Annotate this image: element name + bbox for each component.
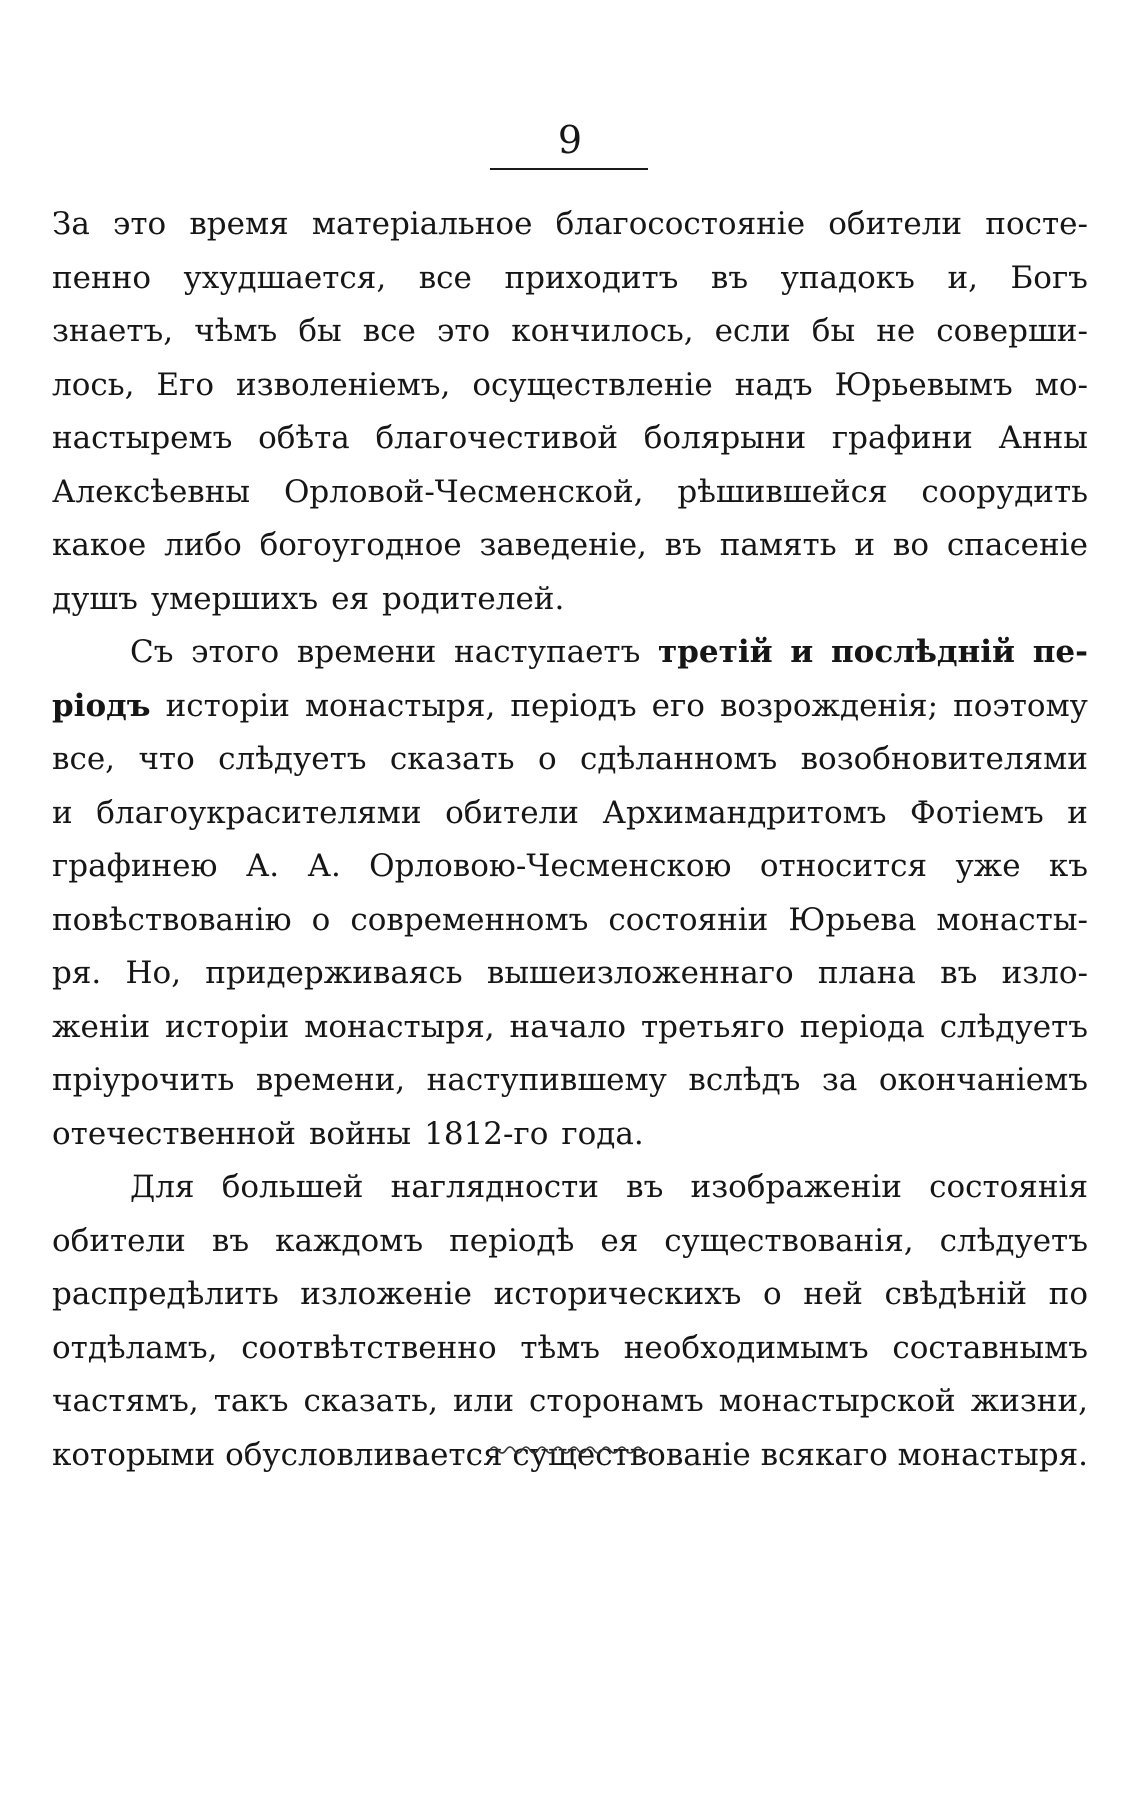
word: Архимандритомъ	[602, 794, 887, 831]
word: и	[1067, 794, 1088, 831]
text-line	[52, 1001, 1088, 1055]
word: это	[436, 313, 491, 349]
word: лось,	[52, 366, 135, 403]
word: что	[138, 741, 195, 777]
word: обѣта	[258, 420, 350, 456]
text-line	[52, 787, 1088, 841]
word: слѣдуетъ	[939, 1008, 1088, 1045]
word: ней	[803, 1276, 863, 1312]
word: бы	[298, 313, 342, 349]
text-line	[52, 733, 1088, 787]
word: изволеніемъ,	[236, 366, 451, 403]
word: женіи	[52, 1008, 151, 1045]
text-line	[52, 198, 1088, 252]
word: соорудить	[921, 473, 1088, 510]
word: обители	[828, 206, 963, 242]
word: года.	[561, 1115, 644, 1152]
word: соверши-	[936, 313, 1088, 349]
word: о	[763, 1276, 782, 1312]
word: во	[892, 527, 929, 563]
bold-term: послѣдній	[830, 634, 1015, 670]
word: о	[537, 741, 557, 777]
word: Юрьевымъ	[834, 366, 1013, 403]
word: ея	[331, 580, 370, 617]
word: жизни,	[970, 1383, 1088, 1419]
word: благочестивой	[375, 420, 619, 456]
word: благосостояніе	[555, 206, 806, 242]
text-line	[52, 840, 1088, 894]
word: обители	[445, 794, 579, 831]
word: Алексѣевны	[52, 473, 251, 510]
word: возрожденія;	[719, 687, 939, 724]
word: за	[821, 1062, 858, 1098]
word: вышеизложеннаго	[486, 955, 794, 991]
word: душъ	[52, 580, 138, 617]
word: періода	[799, 1008, 925, 1045]
word: Его	[156, 366, 214, 403]
word: исторіи	[165, 687, 290, 724]
text-line	[52, 1054, 1088, 1108]
word: вслѣдъ	[688, 1062, 801, 1098]
word: пріурочить	[52, 1062, 235, 1098]
word: современномъ	[350, 901, 589, 938]
word: каждомъ	[275, 1222, 424, 1259]
word: Анны	[998, 420, 1088, 456]
word: благоукрасителями	[96, 794, 422, 831]
paragraph	[52, 1161, 1088, 1482]
word: Орловой-Чесменской,	[283, 473, 644, 510]
word: Фотіемъ	[910, 794, 1044, 831]
word: знаетъ,	[52, 313, 174, 349]
word: изло-	[1001, 955, 1088, 991]
word: заведеніе,	[479, 527, 647, 563]
text-line	[52, 305, 1088, 359]
paragraph	[52, 198, 1088, 626]
word: ря.	[52, 955, 102, 991]
word: наглядности	[390, 1169, 599, 1205]
word: частямъ,	[52, 1383, 199, 1419]
word: къ	[1048, 848, 1088, 884]
word: спасеніе	[946, 527, 1088, 563]
word: Богъ	[1010, 259, 1088, 296]
word: наступившему	[426, 1062, 667, 1098]
word: рѣшившейся	[677, 473, 888, 510]
word: 1812-го	[424, 1115, 549, 1152]
word: монасты-	[936, 901, 1088, 938]
word: историческихъ	[493, 1276, 742, 1312]
word: надъ	[734, 366, 813, 403]
word: въ	[940, 955, 978, 991]
word: Орловою-Чесменскою	[369, 848, 732, 884]
word: наступаетъ	[454, 634, 641, 670]
word: и,	[947, 259, 978, 296]
bold-term: ріодъ	[52, 687, 151, 724]
word: мо-	[1034, 366, 1088, 403]
word: упадокъ	[780, 259, 915, 296]
word: необходимымъ	[623, 1329, 869, 1366]
word: придерживаясь	[205, 955, 463, 991]
word: Для	[130, 1169, 195, 1205]
word: его	[651, 687, 705, 724]
word: изображеніи	[690, 1169, 902, 1205]
word: изложеніе	[300, 1276, 473, 1312]
word: существованія,	[664, 1222, 914, 1259]
word: монастыря,	[304, 1008, 495, 1045]
word: окончаніемъ	[878, 1062, 1088, 1098]
text-line	[52, 1322, 1088, 1376]
word: плана	[817, 955, 916, 991]
word: если	[714, 313, 791, 349]
word: періодѣ	[449, 1222, 575, 1259]
word: осуществленіе	[472, 366, 713, 403]
word: относится	[759, 848, 928, 884]
word: все,	[52, 741, 116, 777]
body-text	[52, 198, 1088, 1482]
word: сторонамъ	[529, 1383, 704, 1419]
word: умершихъ	[150, 580, 319, 617]
word: времени	[296, 634, 437, 670]
word: состояніи	[608, 901, 769, 938]
bold-term: пе-	[1032, 634, 1088, 670]
word: постe-	[985, 206, 1088, 242]
word: начало	[509, 1008, 627, 1045]
word: А.	[245, 848, 280, 884]
word: сказать	[389, 741, 515, 777]
word: или	[452, 1383, 515, 1419]
word: Но,	[125, 955, 182, 991]
word: свѣдѣній	[884, 1276, 1028, 1312]
text-line	[52, 894, 1088, 948]
word: сдѣланномъ	[580, 741, 778, 777]
text-line	[52, 1268, 1088, 1322]
word: въ	[664, 527, 702, 563]
word: большей	[221, 1169, 364, 1205]
word: возобновителями	[800, 741, 1088, 777]
word: все	[362, 313, 416, 349]
page-number-rule	[490, 168, 648, 170]
word: монастырской	[718, 1383, 956, 1419]
word: монастыря.	[897, 1436, 1088, 1473]
text-line	[52, 947, 1088, 1001]
paragraph	[52, 626, 1088, 1161]
word: такъ	[213, 1383, 289, 1419]
text-line	[52, 1375, 1088, 1429]
word: третьяго	[640, 1008, 785, 1045]
word: ея	[600, 1222, 639, 1259]
word: войны	[308, 1115, 412, 1152]
word: поэтому	[953, 687, 1088, 724]
word: чѣмъ	[194, 313, 278, 349]
text-line	[52, 626, 1088, 680]
word: За	[52, 206, 90, 242]
word: въ	[626, 1169, 664, 1205]
word: обители	[52, 1222, 186, 1259]
word: А.	[307, 848, 341, 884]
word: либо	[164, 527, 242, 563]
text-line	[52, 412, 1088, 466]
word: настыремъ	[52, 420, 233, 456]
word: бы	[811, 313, 856, 349]
word: сказать,	[303, 1383, 438, 1419]
word: по	[1048, 1276, 1088, 1312]
word: ухудшается,	[183, 259, 387, 296]
word: тѣмъ	[520, 1329, 601, 1366]
text-line	[52, 466, 1088, 520]
bold-term: третій	[658, 634, 773, 670]
word: исторіи	[165, 1008, 290, 1045]
wavy-line-ornament-icon	[488, 1442, 648, 1458]
word: богоугодное	[259, 527, 462, 563]
word: родителей.	[382, 580, 565, 617]
word: отдѣламъ,	[52, 1329, 218, 1366]
word: времени,	[255, 1062, 406, 1098]
word: графинею	[52, 848, 218, 884]
word: какое	[52, 527, 147, 563]
word: всякаго	[760, 1436, 888, 1473]
word: о	[311, 901, 331, 938]
text-line	[52, 359, 1088, 413]
word: Съ	[130, 634, 174, 670]
word: Юрьева	[788, 901, 917, 938]
word: это	[112, 206, 167, 242]
word: монастыря,	[304, 687, 496, 724]
word: время	[189, 206, 289, 242]
word: кончилось,	[511, 313, 694, 349]
word: соотвѣтственно	[241, 1329, 497, 1366]
text-line	[52, 680, 1088, 734]
word: слѣдуетъ	[218, 741, 367, 777]
word: въ	[710, 259, 749, 296]
word: состоянія	[929, 1169, 1088, 1205]
word: существованіе	[512, 1436, 751, 1473]
word: все	[418, 259, 472, 296]
word: въ	[211, 1222, 250, 1259]
word: не	[876, 313, 916, 349]
text-line	[52, 573, 1088, 627]
word: составнымъ	[892, 1329, 1088, 1366]
word: повѣствованію	[52, 901, 292, 938]
word: періодъ	[510, 687, 637, 724]
word: пенно	[52, 259, 151, 296]
word: уже	[955, 848, 1021, 884]
text-line	[52, 519, 1088, 573]
word: отечественной	[52, 1115, 296, 1152]
word: графини	[831, 420, 973, 456]
word: этого	[191, 634, 280, 670]
word: обусловливается	[225, 1436, 503, 1473]
word: матеріальное	[311, 206, 533, 242]
word: болярыни	[643, 420, 807, 456]
word: распредѣлить	[52, 1276, 279, 1312]
bold-term: и	[790, 634, 814, 670]
word: приходитъ	[504, 259, 679, 296]
text-line	[52, 1215, 1088, 1269]
text-line	[52, 252, 1088, 306]
text-line	[52, 1108, 1088, 1162]
word: и	[52, 794, 73, 831]
text-line	[52, 1161, 1088, 1215]
word: память	[719, 527, 837, 563]
word: и	[854, 527, 876, 563]
word: слѣдуетъ	[939, 1222, 1088, 1259]
word: которыми	[52, 1436, 216, 1473]
page-number: 9	[557, 118, 583, 162]
